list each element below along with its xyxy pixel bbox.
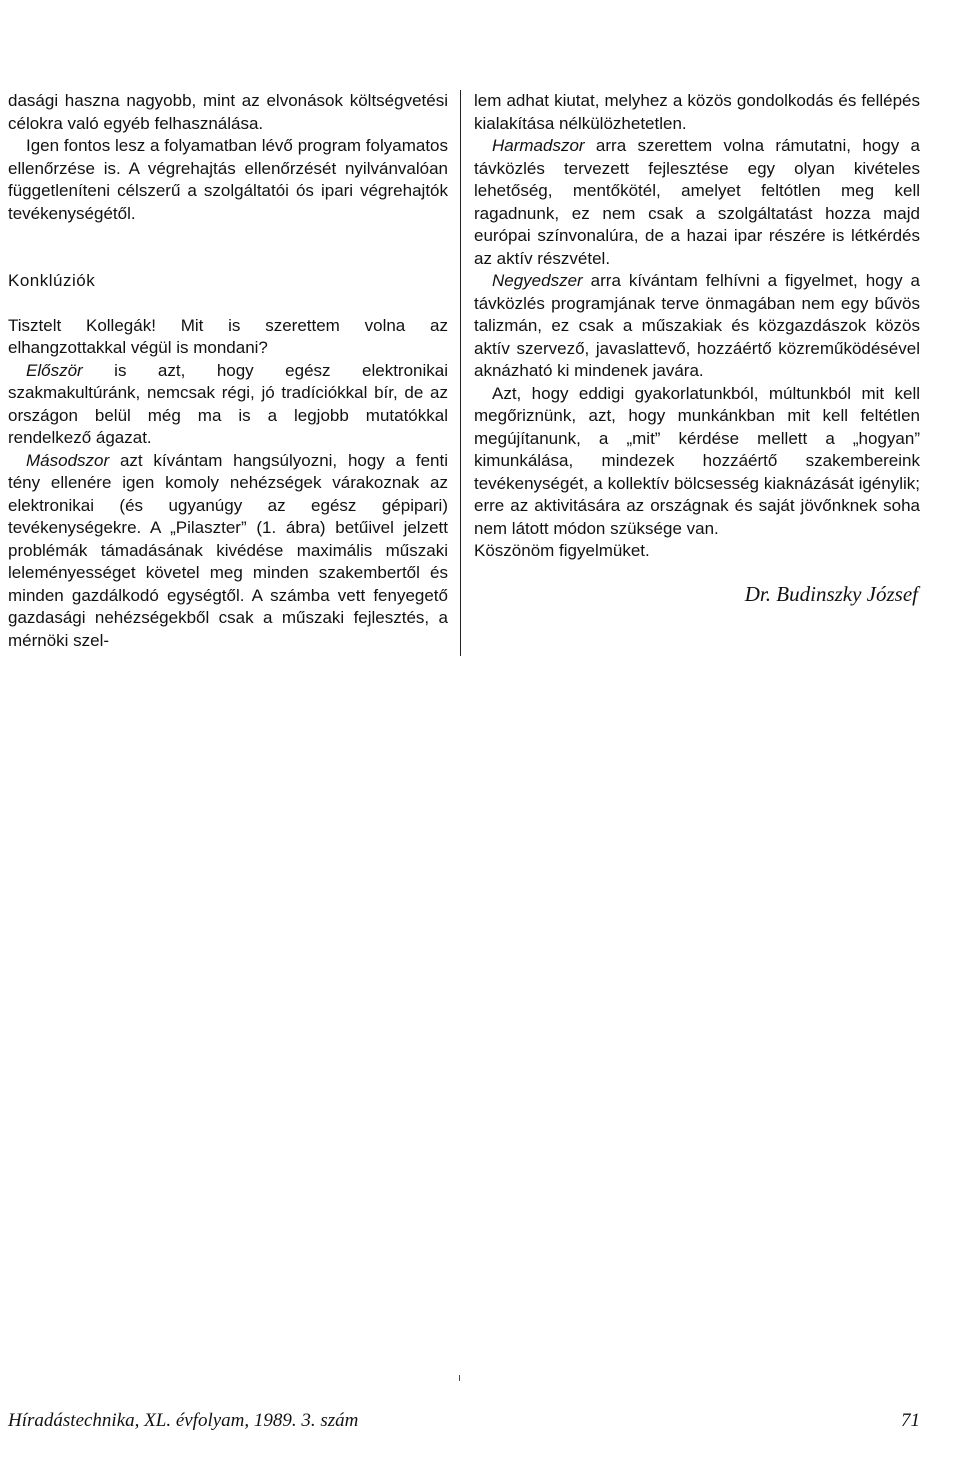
section-heading: Konklúziók — [8, 271, 96, 290]
closing-line: Köszönöm figyelmüket. — [474, 541, 650, 560]
paragraph: lem adhat kiutat, melyhez a közös gondolkodás és fellépés kialakítása nélkülözhetetlen. — [474, 91, 920, 133]
right-column — [474, 90, 920, 605]
column-divider — [460, 90, 461, 656]
stray-mark: ı — [458, 1372, 462, 1384]
paragraph-body: azt kívántam hangsúlyozni, hogy a fenti tény ellenére igen komoly nehézségek várakoznak az elektronikai (és ugyanúgy az egész gépipari) tevékenységekre. A „Pilaszter” (1. ábra) betűivel jelzett problémák támadásának kivédése maximális műszaki leleményességet követel meg minden szakembertől és minden gazdálkodó egységtől. A számba vett fenyegető gazdasági nehézségekből csak a műszaki fejlesztés, a mérnöki szel- — [8, 450, 448, 650]
paragraph: dasági haszna nagyobb, mint az elvonások költségvetési célokra való egyéb felhasználása. — [8, 91, 448, 133]
paragraph-body: is azt, hogy egész elektronikai szakmakultúránk, nemcsak régi, jó tradíciókkal bír, de az országon belül még ma is a legjobb mutatókkal rendelkező ágazat. — [8, 360, 448, 447]
left-column — [8, 90, 448, 652]
paragraph — [8, 450, 448, 653]
paragraph-lead: Másodszor — [26, 450, 110, 470]
page-number: 71 — [901, 1410, 920, 1431]
paragraph-body: arra szerettem volna rámutatni, hogy a távközlés tervezett fejlesztése egy olyan kivételes lehetőség, mentőkötél, amelyet feltótlen meg kell ragadnunk, ez nem csak a szolgáltatást hozza majd európai színvonalúra, de a hazai ipar részére is létkérdés az aktív részvétel. — [474, 136, 920, 268]
paragraph: Azt, hogy eddigi gyakorlatunkból, múltunkból mit kell megőriznünk, azt, hogy munkánkban mit kell feltétlen megújítanunk, a „mit” kérdése mellett a „hogyan” kimunkálása, mindezek hozzáértő szakembereink tevékenységét, a kollektív bölcsesség kiaknázását igénylik; erre az aktivitására az országnak és saját jövőnknek soha nem látott módon szüksége van. — [474, 383, 920, 538]
paragraph — [474, 135, 920, 270]
paragraph — [474, 270, 920, 383]
paragraph-lead: Harmadszor — [492, 136, 585, 155]
paragraph: Tisztelt Kollegák! Mit is szerettem volna az elhangzottakkal végül is mondani? — [8, 315, 448, 357]
paragraph-body: arra kívántam felhívni a figyelmet, hogy a távközlés programjának terve önmagában nem egy bűvös talizmán, ez csak a műszakiak és közgazdászok közös aktív szervező, javaslattevő, hozzáértő közreműködésével aknázható ki mindenek javára. — [474, 271, 920, 380]
journal-citation: Híradástechnika, XL. évfolyam, 1989. 3. szám — [8, 1410, 359, 1431]
paragraph: Igen fontos lesz a folyamatban lévő program folyamatos ellenőrzése is. A végrehajtás ellenőrzését nyilvánvalóan függetleníteni célszerű a szolgáltatói ós ipari végrehajtók tevékenységétől. — [8, 136, 448, 223]
author-signature: Dr. Budinszky József — [744, 581, 918, 606]
paragraph-lead: Negyedszer — [492, 271, 583, 290]
paragraph-lead: Először — [26, 360, 83, 380]
paragraph — [8, 360, 448, 450]
